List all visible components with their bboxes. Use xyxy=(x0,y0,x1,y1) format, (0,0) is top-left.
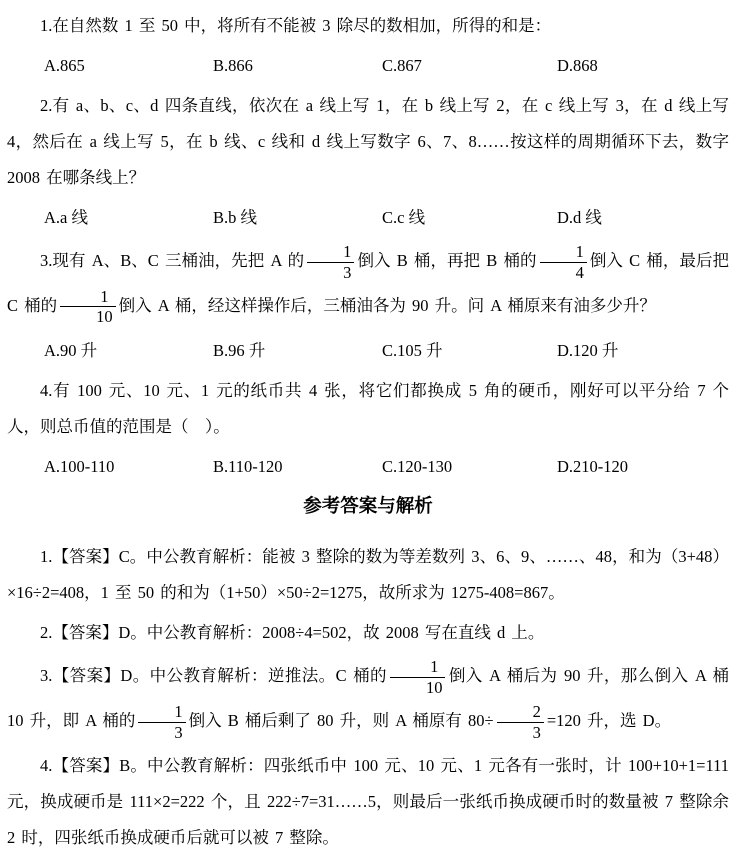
fraction-numerator: 2 xyxy=(497,702,544,723)
option: B.96 升 xyxy=(213,341,266,361)
option: C.105 升 xyxy=(382,341,443,361)
fraction xyxy=(495,702,546,743)
options-row xyxy=(7,333,729,369)
fraction-numerator: 1 xyxy=(540,242,587,263)
answer-paragraph xyxy=(7,615,729,651)
answer-paragraph xyxy=(7,539,729,611)
fraction xyxy=(388,657,448,698)
fraction-denominator: 3 xyxy=(343,262,352,282)
option: A.90 升 xyxy=(44,341,98,361)
text-run: 倒入 B 桶后剩了 80 升，则 A 桶原有 80÷ xyxy=(188,710,494,730)
option: D.210-120 xyxy=(557,457,629,477)
text-run: 4.有 100 元、10 元、1 元的纸币共 4 张，将它们都换成 5 角的硬币，刚好可以平分给 7 个人，则总币值的范围是（ ）。 xyxy=(7,381,729,437)
option: B.b 线 xyxy=(213,208,258,227)
option: B.110-120 xyxy=(213,457,283,477)
fraction-numerator: 1 xyxy=(307,242,354,263)
option: D.120 升 xyxy=(557,341,619,361)
answer-paragraph xyxy=(7,655,729,744)
option: C.120-130 xyxy=(382,457,453,477)
fraction-denominator: 10 xyxy=(96,307,113,327)
text-run: 1.在自然数 1 至 50 中，将所有不能被 3 除尽的数相加，所得的和是： xyxy=(40,16,552,35)
option: D.868 xyxy=(557,56,598,75)
text-run: 倒入 A 桶，经这样操作后，三桶油各为 90 升。问 A 桶原来有油多少升？ xyxy=(118,295,656,315)
options-row xyxy=(7,449,729,485)
question-paragraph xyxy=(7,240,729,329)
text-run: 3.【答案】D。中公教育解析：逆推法。C 桶的 xyxy=(40,666,387,686)
text-run: 倒入 A 桶后为 90 升，那么倒入 A 桶 10 升，即 A 桶的 xyxy=(7,666,729,730)
fraction-denominator: 4 xyxy=(575,262,584,282)
fraction xyxy=(538,242,589,283)
fraction-numerator: 1 xyxy=(390,657,446,678)
text-run: 2.有 a、b、c、d 四条直线，依次在 a 线上写 1，在 b 线上写 2，在 c 线上写 3，在 d 线上写 4，然后在 a 线上写 5，在 b 线、c 线和 d 线上写数字 6、7、8……按这样的周期循环下去，数字 2008 在哪条线上？ xyxy=(7,96,729,187)
options-row xyxy=(7,200,729,236)
options-row xyxy=(7,48,729,84)
fraction-numerator: 1 xyxy=(138,702,185,723)
option: B.866 xyxy=(213,56,253,75)
option: A.100-110 xyxy=(44,457,115,477)
question-paragraph xyxy=(7,8,729,44)
text-run: 3.现有 A、B、C 三桶油，先把 A 的 xyxy=(40,251,305,271)
fraction xyxy=(58,287,118,328)
option: C.c 线 xyxy=(382,208,426,227)
answer-paragraph xyxy=(7,748,729,856)
fraction-numerator: 1 xyxy=(60,287,116,308)
text-run: =120 升，选 D。 xyxy=(546,710,672,730)
question-paragraph xyxy=(7,373,729,445)
fraction-denominator: 3 xyxy=(174,722,183,742)
text-run: 1.【答案】C。中公教育解析：能被 3 整除的数为等差数列 3、6、9、……、48，和为（3+48）×16÷2=408，1 至 50 的和为（1+50）×50÷2=1275，故所求为 1275-408=867。 xyxy=(7,547,729,603)
question-paragraph xyxy=(7,88,729,196)
text-run: 倒入 C 桶，最后把 C 桶的 xyxy=(7,251,729,315)
option: A.a 线 xyxy=(44,208,88,227)
fraction xyxy=(305,242,356,283)
text-run: 倒入 B 桶，再把 B 桶的 xyxy=(357,251,537,271)
option: C.867 xyxy=(382,56,422,75)
option: A.865 xyxy=(44,56,85,75)
fraction-denominator: 3 xyxy=(532,722,541,742)
fraction-denominator: 10 xyxy=(425,677,443,697)
option: D.d 线 xyxy=(557,208,602,227)
fraction xyxy=(136,702,187,743)
answers-heading: 参考答案与解析 xyxy=(303,497,433,518)
text-run: 2.【答案】D。中公教育解析：2008÷4=502，故 2008 写在直线 d 上。 xyxy=(40,623,545,643)
text-run: 4.【答案】B。中公教育解析：四张纸币中 100 元、10 元、1 元各有一张时，计 100+10+1=111 元，换成硬币是 111×2=222 个，且 222÷7=31……5，则最后一张纸币换成硬币时的数量被 7 整除余 2 时，四张纸币换成硬币后就可以被 7 整除。 xyxy=(7,756,729,848)
